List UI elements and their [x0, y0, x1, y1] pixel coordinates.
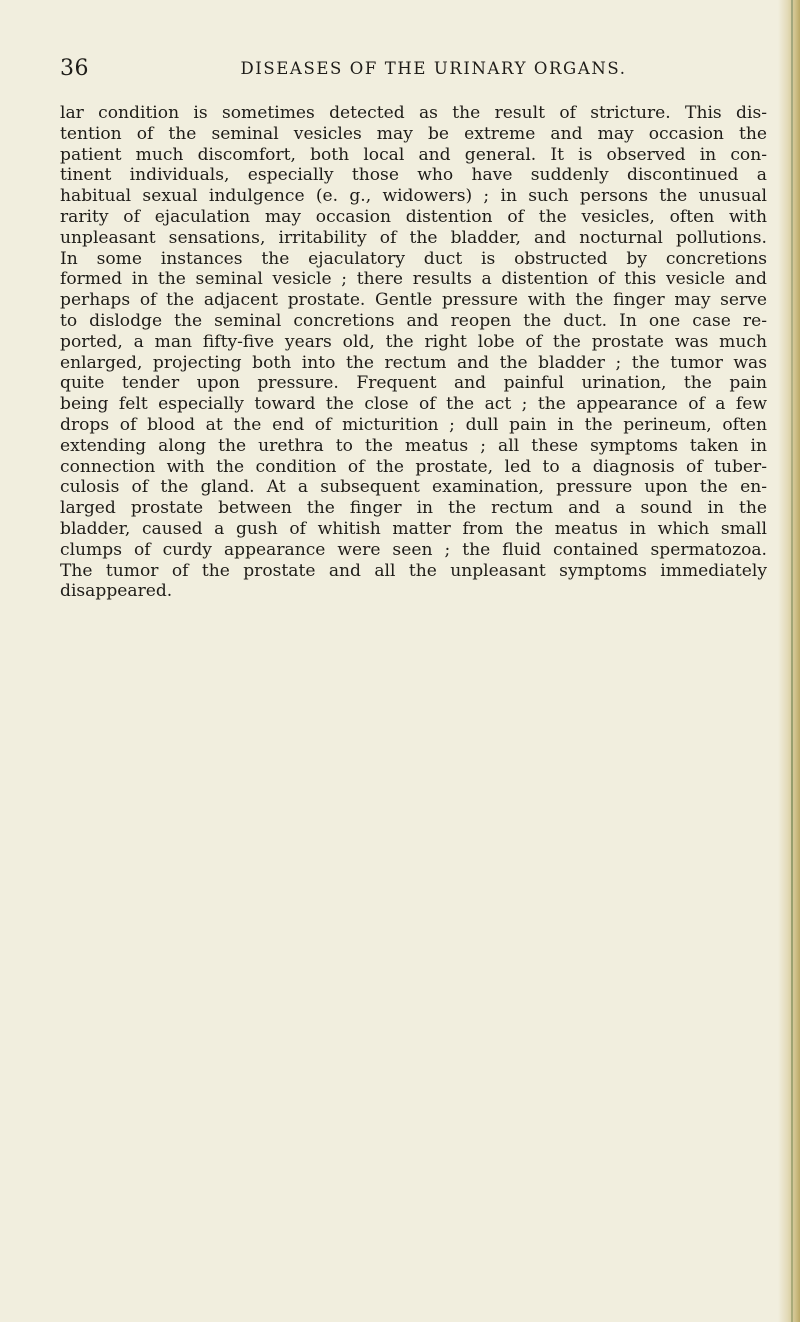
text-line: The tumor of the prostate and all the unpleasant symptoms immediately	[60, 560, 767, 581]
text-line: quite tender upon pressure. Frequent and painful urination, the pain	[60, 373, 767, 394]
page-edge-shadow	[778, 0, 800, 1322]
running-head	[60, 56, 767, 86]
text-line: tinent individuals, especially those who have suddenly discontinued a	[60, 165, 767, 186]
text-line: culosis of the gland. At a subsequent examination, pressure upon the en-	[60, 477, 767, 498]
text-line: unpleasant sensations, irritability of the bladder, and nocturnal pollutions.	[60, 227, 767, 248]
text-line: larged prostate between the finger in the rectum and a sound in the	[60, 498, 767, 519]
text-line: extending along the urethra to the meatus ; all these symptoms taken in	[60, 435, 767, 456]
text-line: habitual sexual indulgence (e. g., widowers) ; in such persons the unusual	[60, 186, 767, 207]
text-line: ported, a man fifty-five years old, the right lobe of the prostate was much	[60, 331, 767, 352]
page-number: 36	[60, 56, 89, 81]
text-line: to dislodge the seminal concretions and reopen the duct. In one case re-	[60, 310, 767, 331]
page-edge-line	[791, 0, 793, 1322]
text-line: In some instances the ejaculatory duct is obstructed by concretions	[60, 248, 767, 269]
text-line: bladder, caused a gush of whitish matter from the meatus in which small	[60, 518, 767, 539]
text-line: lar condition is sometimes detected as the result of stricture. This dis-	[60, 103, 767, 123]
text-line: connection with the condition of the prostate, led to a diagnosis of tuber-	[60, 456, 767, 477]
text-line: drops of blood at the end of micturition ; dull pain in the perineum, often	[60, 414, 767, 435]
text-line: rarity of ejaculation may occasion distention of the vesicles, often with	[60, 206, 767, 227]
text-line: formed in the seminal vesicle ; there results a distention of this vesicle and	[60, 269, 767, 290]
running-title: DISEASES OF THE URINARY ORGANS.	[240, 59, 627, 78]
text-line: enlarged, projecting both into the rectum and the bladder ; the tumor was	[60, 352, 767, 373]
body-paragraph	[60, 103, 767, 602]
text-line: being felt especially toward the close of the act ; the appearance of a few	[60, 394, 767, 415]
text-line: patient much discomfort, both local and general. It is observed in con-	[60, 144, 767, 165]
text-line-last: disappeared.	[60, 581, 173, 602]
text-line: clumps of curdy appearance were seen ; the fluid contained spermatozoa.	[60, 539, 767, 560]
text-line: perhaps of the adjacent prostate. Gentle pressure with the finger may serve	[60, 290, 767, 311]
text-line: tention of the seminal vesicles may be extreme and may occasion the	[60, 123, 767, 144]
